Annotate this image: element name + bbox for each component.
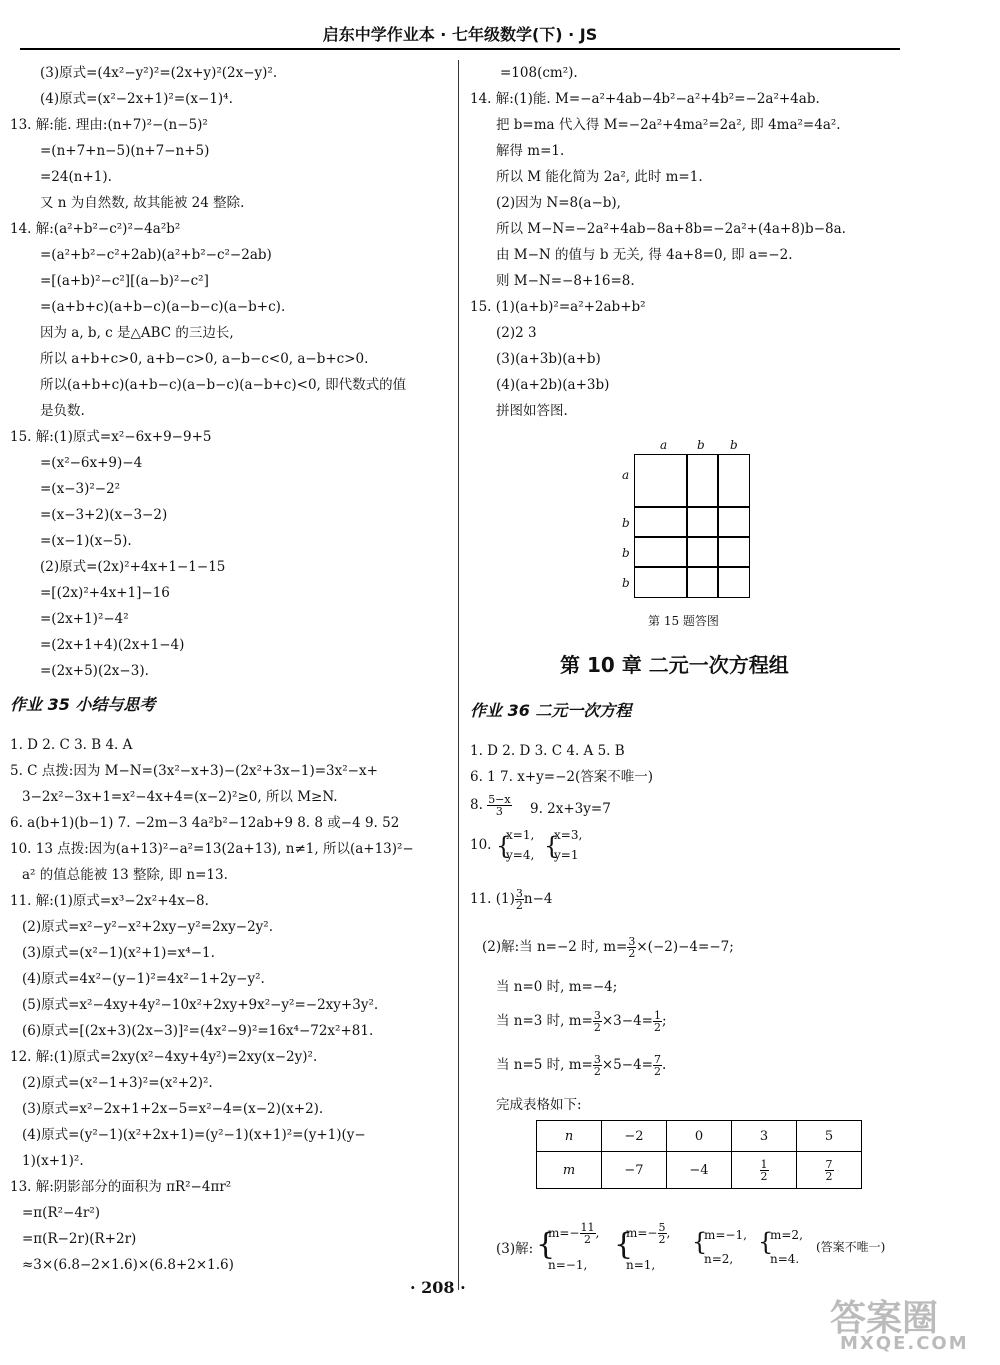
fraction xyxy=(487,794,511,817)
section-heading-36: 作业 36 二元一次方程 xyxy=(470,701,632,720)
grid-cell xyxy=(686,536,719,568)
text-fragment: 当 n=3 时, m= xyxy=(496,1013,593,1029)
text-line: =24(n+1). xyxy=(40,169,112,185)
fraction xyxy=(515,888,524,911)
answer-11-n5 xyxy=(496,1054,666,1077)
grid-cell xyxy=(717,506,750,538)
frac-den: 2 xyxy=(825,1169,833,1183)
q3-system-1a xyxy=(548,1222,599,1245)
text-line: 13. 解:能. 理由:(n+7)²−(n−5)² xyxy=(10,117,208,133)
fraction xyxy=(760,1159,769,1182)
q3-system-3a: m=−1, xyxy=(704,1228,747,1242)
grid-label-side: b xyxy=(622,546,630,560)
text-line: 11. 解:(1)原式=x³−2x²+4x−8. xyxy=(10,893,209,909)
grid-cell xyxy=(634,536,688,568)
q8-prefix: 8. xyxy=(470,797,483,813)
q3-system-2b: n=1, xyxy=(626,1258,656,1272)
q11-prefix: 11. (1) xyxy=(470,891,515,907)
frac-num: 11 xyxy=(580,1221,595,1234)
answer-11-1 xyxy=(470,888,553,911)
text-line: 所以 M−N=−2a²+4ab−8a+8b=−2a²+(4a+8)b−8a. xyxy=(496,221,846,237)
grid-cell xyxy=(686,566,719,598)
grid-label-side: b xyxy=(622,576,630,590)
table-cell: m xyxy=(537,1152,602,1189)
frac-num: 5−x xyxy=(488,793,511,806)
grid-cell xyxy=(634,454,688,508)
frac-den: 2 xyxy=(593,1065,601,1078)
text-line: =(x²−6x+9)−4 xyxy=(40,455,143,471)
text-line: 1. D 2. C 3. B 4. A xyxy=(10,737,133,753)
grid-cell xyxy=(717,536,750,568)
frac-num: 5 xyxy=(658,1221,666,1234)
text-line: 解得 m=1. xyxy=(496,143,565,159)
page-header: 启东中学作业本 · 七年级数学(下) · JS xyxy=(322,25,598,44)
fraction xyxy=(653,1054,662,1077)
text-line: =(x−3)²−2² xyxy=(40,481,121,497)
text-line: 因为 a, b, c 是△ABC 的三边长, xyxy=(40,325,234,341)
text-line: 9. 2x+3y=7 xyxy=(530,801,611,817)
text-line: 1. D 2. D 3. C 4. A 5. B xyxy=(470,743,625,759)
q3-system-1b: n=−1, xyxy=(548,1258,588,1272)
fraction xyxy=(627,936,636,959)
text-line: =π(R²−4r²) xyxy=(22,1205,101,1221)
column-divider xyxy=(458,60,459,1290)
grid-cell xyxy=(634,506,688,538)
answer-8 xyxy=(470,794,512,817)
text-line: 又 n 为自然数, 故其能被 24 整除. xyxy=(40,195,245,211)
q3-system-4b: n=4. xyxy=(770,1252,800,1266)
frac-num: 7 xyxy=(825,1157,833,1171)
table-cell: −7 xyxy=(602,1152,667,1189)
text-line: 14. 解:(1)能. M=−a²+4ab−4b²−a²+4b²=−2a²+4ab. xyxy=(470,91,820,107)
text-fragment: (2)解:当 n=−2 时, m= xyxy=(482,939,628,955)
brace: { xyxy=(544,832,560,860)
text-line: (3)原式=(4x²−y²)²=(2x+y)²(2x−y)². xyxy=(40,65,278,81)
text-line: =(x−1)(x−5). xyxy=(40,533,132,549)
frac-num: 3 xyxy=(593,1009,601,1022)
grid-label-top: a xyxy=(660,438,668,452)
table-cell xyxy=(732,1152,797,1189)
fraction xyxy=(593,1054,602,1077)
q3-system-3b: n=2, xyxy=(704,1252,734,1266)
grid-label-top: b xyxy=(697,438,705,452)
q3-system-2a xyxy=(626,1222,670,1245)
q10-sys2a: x=3, xyxy=(554,828,583,842)
text-fragment: ×3−4= xyxy=(601,1013,653,1029)
text-line: =π(R−2r)(R+2r) xyxy=(22,1231,137,1247)
text-line: 6. 1 7. x+y=−2(答案不唯一) xyxy=(470,769,654,785)
table-cell: −2 xyxy=(602,1121,667,1152)
table-cell: n xyxy=(537,1121,602,1152)
text-line: 12. 解:(1)原式=2xy(x²−4xy+4y²)=2xy(x−2y)². xyxy=(10,1049,318,1065)
text-fragment: ×(−2)−4=−7; xyxy=(636,939,734,955)
frac-num: 3 xyxy=(628,935,636,948)
grid-label-side: a xyxy=(622,468,630,482)
table-cell: 0 xyxy=(667,1121,732,1152)
grid-cell xyxy=(634,566,688,598)
text-line: (3)(a+3b)(a+b) xyxy=(496,351,601,367)
grid-cell xyxy=(717,454,750,508)
text-line: (6)原式=[(2x+3)(2x−3)]²=(4x²−9)²=16x⁴−72x²+81. xyxy=(22,1023,374,1039)
grid-cell xyxy=(686,454,719,508)
text-fragment: , xyxy=(666,1226,671,1240)
text-line: (2)原式=x²−y²−x²+2xy−y²=2xy−2y². xyxy=(22,919,274,935)
chapter-title: 第 10 章 二元一次方程组 xyxy=(560,653,789,677)
table-cell: 5 xyxy=(797,1121,862,1152)
text-line: 完成表格如下: xyxy=(496,1097,582,1113)
text-fragment: ×5−4= xyxy=(601,1057,653,1073)
text-line: (5)原式=x²−4xy+4y²−10x²+2xy+9x²−y²=−2xy+3y². xyxy=(22,997,379,1013)
frac-num: 1 xyxy=(760,1157,768,1171)
text-line: 10. 13 点拨:因为(a+13)²−a²=13(2a+13), n≠1, 所以(a+13)²− xyxy=(10,841,414,857)
text-line: ≈3×(6.8−2×1.6)×(6.8+2×1.6) xyxy=(22,1257,234,1273)
text-fragment: ; xyxy=(662,1013,667,1029)
text-line: 由 M−N 的值与 b 无关, 得 4a+8=0, 即 a=−2. xyxy=(496,247,793,263)
text-fragment: , xyxy=(595,1226,600,1240)
text-line: =[(a+b)²−c²][(a−b)²−c²] xyxy=(40,273,209,289)
text-line: (2)2 3 xyxy=(496,325,537,341)
text-line: 是负数. xyxy=(40,403,85,419)
text-line: 拼图如答图. xyxy=(496,403,568,419)
frac-den: 2 xyxy=(584,1233,591,1246)
text-line: (4)(a+2b)(a+3b) xyxy=(496,377,610,393)
text-line: 15. 解:(1)原式=x²−6x+9−9+5 xyxy=(10,429,212,445)
text-line: 把 b=ma 代入得 M=−2a²+4ma²=2a², 即 4ma²=4a². xyxy=(496,117,841,133)
text-line: 则 M−N=−8+16=8. xyxy=(496,273,635,289)
text-line: =(2x+1)²−4² xyxy=(40,611,129,627)
q10-sys1a: x=1, xyxy=(506,828,535,842)
frac-num: 3 xyxy=(593,1053,601,1066)
text-line: 所以 a+b+c>0, a+b−c>0, a−b−c<0, a−b+c>0. xyxy=(40,351,369,367)
text-line: =[(2x)²+4x+1]−16 xyxy=(40,585,170,601)
text-line: =108(cm²). xyxy=(500,65,578,81)
text-line: =(2x+5)(2x−3). xyxy=(40,663,149,679)
frac-den: 2 xyxy=(654,1065,661,1078)
figure-caption: 第 15 题答图 xyxy=(648,614,719,628)
tiling-figure xyxy=(620,432,770,612)
q3-note: (答案不唯一) xyxy=(816,1240,886,1254)
table-row xyxy=(537,1121,862,1152)
text-fragment: . xyxy=(662,1057,667,1073)
brace: { xyxy=(614,1227,634,1262)
frac-num: 1 xyxy=(654,1009,661,1022)
text-line: 13. 解:阴影部分的面积为 πR²−4πr² xyxy=(10,1179,232,1195)
brace: { xyxy=(758,1228,774,1256)
brace: { xyxy=(692,1228,708,1256)
watermark-url: MXQE.COM xyxy=(840,1333,969,1354)
fraction xyxy=(825,1159,834,1182)
q10-sys1b: y=4, xyxy=(506,848,535,862)
text-line: 6. a(b+1)(b−1) 7. −2m−3 4a²b²−12ab+9 8. 8 或−4 9. 52 xyxy=(10,815,400,831)
text-line: (2)原式=(x²−1+3)²=(x²+2)². xyxy=(22,1075,213,1091)
frac-den: 2 xyxy=(760,1169,768,1183)
answer-11-2 xyxy=(482,936,734,959)
watermark-logo: 答案圈 xyxy=(830,1298,939,1339)
fraction xyxy=(580,1222,596,1245)
fraction xyxy=(658,1222,667,1245)
text-line: =(x−3+2)(x−3−2) xyxy=(40,507,168,523)
table-cell: 3 xyxy=(732,1121,797,1152)
q10-sys2b: y=1 xyxy=(554,848,579,862)
text-line: 15. (1)(a+b)²=a²+2ab+b² xyxy=(470,299,646,315)
text-line: (2)因为 N=8(a−b), xyxy=(496,195,621,211)
text-line: 3−2x²−3x+1=x²−4x+4=(x−2)²≥0, 所以 M≥N. xyxy=(22,789,338,805)
fraction xyxy=(593,1010,602,1033)
grid-cell xyxy=(686,506,719,538)
text-fragment: m=− xyxy=(548,1226,580,1240)
text-fragment: 当 n=5 时, m= xyxy=(496,1057,593,1073)
q3-system-4a: m=2, xyxy=(770,1228,803,1242)
text-line: 当 n=0 时, m=−4; xyxy=(496,979,618,995)
text-line: =(n+7+n−5)(n+7−n+5) xyxy=(40,143,210,159)
text-line: (4)原式=(y²−1)(x²+2x+1)=(y²−1)(x+1)²=(y+1)(y− xyxy=(22,1127,366,1143)
grid-label-top: b xyxy=(730,438,738,452)
frac-den: 2 xyxy=(654,1021,661,1034)
text-line: a² 的值总能被 13 整除, 即 n=13. xyxy=(22,867,228,883)
answer-11-n3 xyxy=(496,1010,667,1033)
fraction xyxy=(653,1010,662,1033)
text-line: =(a²+b²−c²+2ab)(a²+b²−c²−2ab) xyxy=(40,247,272,263)
text-line: 所以(a+b+c)(a+b−c)(a−b−c)(a−b+c)<0, 即代数式的值 xyxy=(40,377,407,393)
grid-label-side: b xyxy=(622,516,630,530)
text-line: (3)原式=x²−2x+1+2x−5=x²−4=(x−2)(x+2). xyxy=(22,1101,324,1117)
table-cell: −4 xyxy=(667,1152,732,1189)
text-line: 5. C 点拨:因为 M−N=(3x²−x+3)−(2x²+3x−1)=3x²−x+ xyxy=(10,763,378,779)
header-rule xyxy=(20,48,900,50)
q10-prefix: 10. xyxy=(470,837,492,853)
text-line: (4)原式=4x²−(y−1)²=4x²−1+2y−y². xyxy=(22,971,265,987)
table-cell xyxy=(797,1152,862,1189)
text-line: =(a+b+c)(a+b−c)(a−b−c)(a−b+c). xyxy=(40,299,286,315)
frac-den: 2 xyxy=(658,1233,666,1246)
answer-table xyxy=(536,1120,862,1189)
q3-prefix: (3)解: xyxy=(496,1241,534,1257)
frac-den: 3 xyxy=(495,805,503,818)
text-line: (4)原式=(x²−2x+1)²=(x−1)⁴. xyxy=(40,91,233,107)
text-line: 14. 解:(a²+b²−c²)²−4a²b² xyxy=(10,221,181,237)
frac-den: 2 xyxy=(628,947,636,960)
frac-num: 7 xyxy=(654,1053,661,1066)
frac-den: 2 xyxy=(515,899,523,912)
text-line: (2)原式=(2x)²+4x+1−1−15 xyxy=(40,559,226,575)
text-line: 1)(x+1)². xyxy=(22,1153,84,1169)
text-fragment: m=− xyxy=(626,1226,658,1240)
text-line: =(2x+1+4)(2x+1−4) xyxy=(40,637,185,653)
frac-num: 3 xyxy=(515,887,523,900)
q11-suffix: n−4 xyxy=(523,891,553,907)
text-line: 所以 M 能化简为 2a², 此时 m=1. xyxy=(496,169,703,185)
text-line: (3)原式=(x²−1)(x²+1)=x⁴−1. xyxy=(22,945,215,961)
frac-den: 2 xyxy=(593,1021,601,1034)
brace: { xyxy=(496,832,512,860)
grid-cell xyxy=(717,566,750,598)
brace: { xyxy=(536,1227,556,1262)
page-number: · 208 · xyxy=(410,1278,466,1297)
section-heading-35: 作业 35 小结与思考 xyxy=(10,695,156,714)
table-row xyxy=(537,1152,862,1189)
